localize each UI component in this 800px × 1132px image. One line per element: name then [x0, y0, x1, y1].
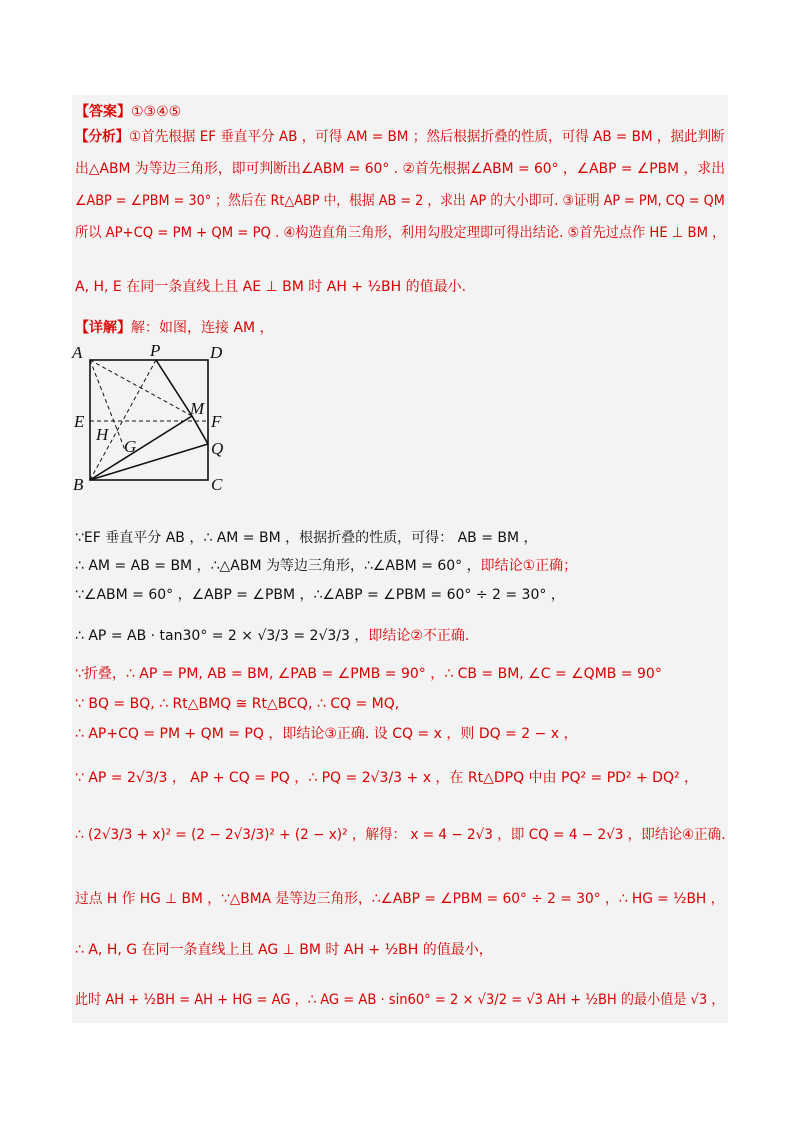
detail-line-intro — [75, 318, 274, 338]
detail-line-4 — [75, 626, 469, 646]
label-c: C — [211, 475, 223, 494]
detail-line-4-text: ∴ AP = AB · tan30° = 2 × √3/3 = 2√3/3 ， — [75, 628, 369, 644]
geometry-figure — [70, 338, 230, 498]
analysis-line-4: 所以 AP+CQ = PM + QM = PQ . ④构造直角三角形，利用勾股定理即可得出结论. ⑤首先过点作 HE ⊥ BM ， — [75, 225, 726, 241]
detail-line-5: ∵折叠，∴ AP = PM, AB = BM, ∠PAB = ∠PMB = 90° ，∴ CB = BM, ∠C = ∠QMB = 90° — [75, 666, 662, 682]
label-m: M — [190, 399, 205, 418]
label-b: B — [73, 475, 84, 494]
analysis-line-2: 出△ABM 为等边三角形，即可判断出∠ABM = 60° . ②首先根据∠ABM = 60° ，∠ABP = ∠PBM ，求出 — [75, 161, 726, 177]
detail-line-12: 此时 AH + ½BH = AH + HG = AG ，∴ AG = AB · sin60° = 2 × √3/2 = √3 AH + ½BH 的最小值是 √3 ， — [75, 992, 725, 1008]
detail-tag: 【详解】 — [75, 320, 131, 336]
conclusion-1-correct: 即结论①正确； — [480, 558, 578, 574]
detail-line-9: ∴ (2√3/3 + x)² = (2 − 2√3/3)² + (2 − x)² ，解得： x = 4 − 2√3 ，即 CQ = 4 − 2√3 ，即结论④正确. — [75, 827, 726, 843]
segment-bq — [90, 444, 208, 480]
detail-line-10: 过点 H 作 HG ⊥ BM ，∵△BMA 是等边三角形，∴∠ABP = ∠PBM = 60° ÷ 2 = 30° ，∴ HG = ½BH ， — [75, 891, 725, 907]
detail-line-7: ∴ AP+CQ = PM + QM = PQ ，即结论③正确. 设 CQ = x ，则 DQ = 2 − x ， — [75, 726, 578, 742]
detail-line-8: ∵ AP = 2√3/3 ， AP + CQ = PQ ，∴ PQ = 2√3/3 + x ，在 Rt△DPQ 中由 PQ² = PD² + DQ² ， — [75, 770, 699, 786]
label-d: D — [210, 343, 223, 362]
detail-line-2 — [75, 556, 577, 576]
label-a: A — [72, 343, 83, 362]
conclusion-2-incorrect: 即结论②不正确. — [368, 628, 470, 644]
detail-line-3: ∵∠ABM = 60° ，∠ABP = ∠PBM ，∴∠ABP = ∠PBM = 60° ÷ 2 = 30° ， — [75, 587, 565, 603]
answer-value: ①③④⑤ — [131, 104, 182, 120]
analysis-line-3: ∠ABP = ∠PBM = 30° ；然后在 Rt△ABP 中，根据 AB = 2 ，求出 AP 的大小即可. ③证明 AP = PM, CQ = QM — [75, 193, 725, 209]
label-q: Q — [211, 439, 224, 458]
detail-line-1: ∵EF 垂直平分 AB ，∴ AM = BM ，根据折叠的性质，可得： AB = BM ， — [75, 530, 538, 546]
detail-line-2-text: ∴ AM = AB = BM ，∴△ABM 为等边三角形，∴∠ABM = 60° ， — [75, 558, 481, 574]
detail-intro: 解：如图，连接 AM ， — [131, 320, 274, 336]
label-g: G — [124, 437, 137, 456]
segment-mq — [192, 416, 208, 444]
segment-pm — [156, 360, 192, 416]
label-p: P — [150, 341, 161, 360]
detail-line-6: ∵ BQ = BQ, ∴ Rt△BMQ ≅ Rt△BCQ, ∴ CQ = MQ, — [75, 696, 400, 712]
label-f: F — [211, 412, 222, 431]
label-e: E — [74, 412, 85, 431]
analysis-line-5: A, H, E 在同一条直线上且 AE ⊥ BM 时 AH + ½BH 的值最小. — [75, 279, 467, 295]
analysis-tag: 【分析】 — [75, 129, 130, 145]
analysis-line-1 — [75, 127, 725, 147]
answer-line — [75, 102, 181, 122]
detail-line-11: ∴ A, H, G 在同一条直线上且 AG ⊥ BM 时 AH + ½BH 的值最小， — [75, 942, 493, 958]
answer-tag: 【答案】 — [75, 104, 131, 120]
analysis-text-1: ①首先根据 EF 垂直平分 AB ，可得 AM = BM ；然后根据折叠的性质，可得 AB = BM ，据此判断 — [129, 129, 725, 145]
label-h: H — [96, 425, 109, 444]
